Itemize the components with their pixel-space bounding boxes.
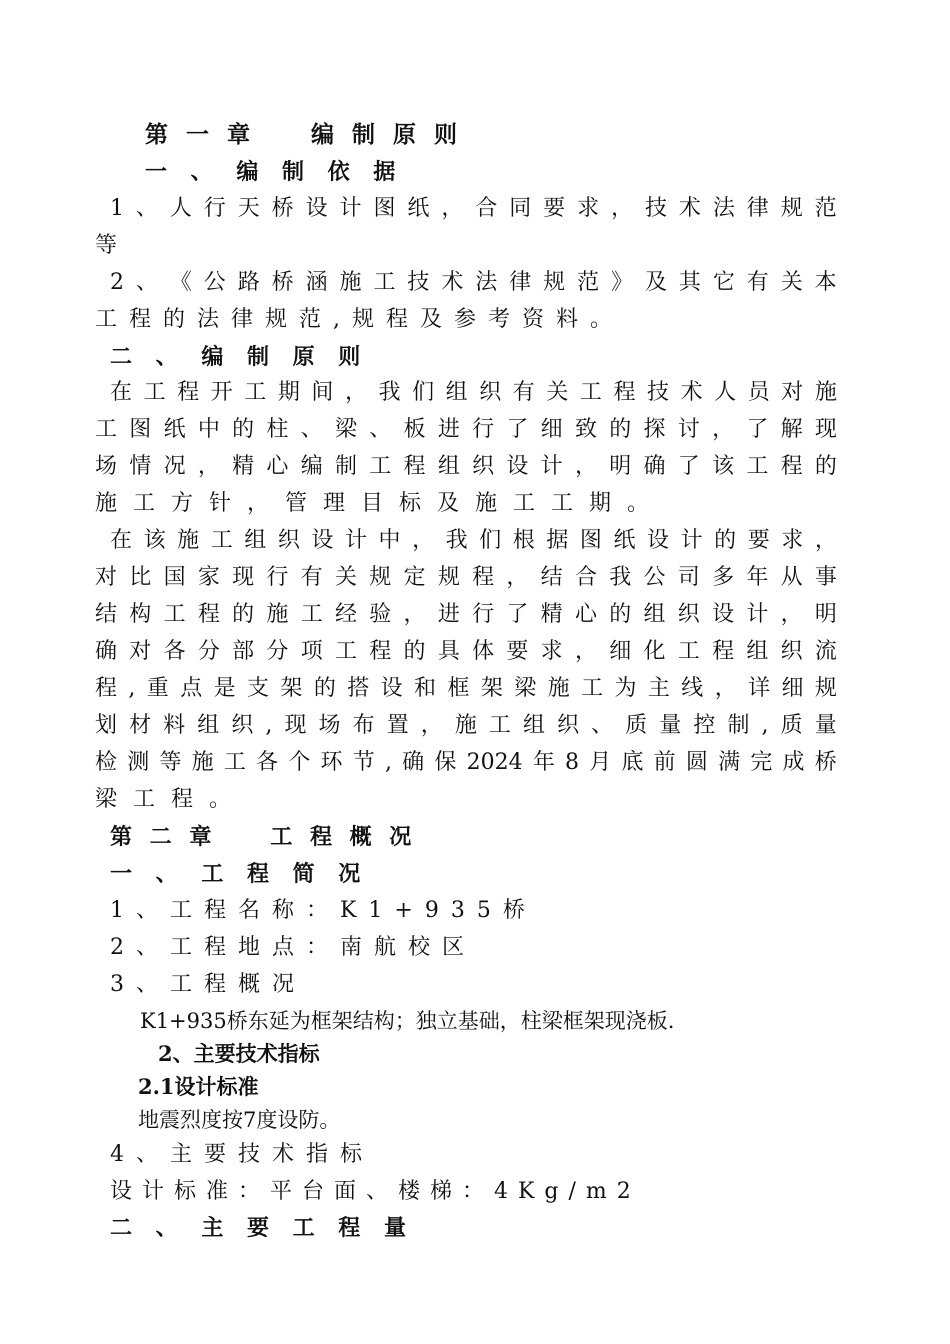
section-2-heading: 二 、 编 制 原 则 xyxy=(110,344,369,370)
para-4-line-2: 对 比 国 家 现 行 有 关 规 定 规 程 ， 结 合 我 公 司 多 年 从 事 xyxy=(95,565,837,590)
para-4-line-4: 确 对 各 分 部 分 项 工 程 的 具 体 要 求 ， 细 化 工 程 组 织 流 xyxy=(95,639,837,664)
para-4-line-8: 梁工程。 xyxy=(95,787,248,812)
section-4-heading: 二 、 主 要 工 程 量 xyxy=(110,1215,414,1241)
para-2-line-1: 2 、 《 公 路 桥 涵 施 工 技 术 法 律 规 范 》 及 其 它 有 关 本 xyxy=(110,270,837,295)
design-standard-line: 设计标准：平台面、楼梯：4Kg/m2 xyxy=(110,1179,641,1204)
para-1-line-1: 1 、 人 行 天 桥 设 计 图 纸 ， 合 同 要 求 ， 技 术 法 律 规 范 xyxy=(110,196,837,221)
para-4-line-1: 在 该 施 工 组 织 设 计 中 ， 我 们 根 据 图 纸 设 计 的 要 求 ， xyxy=(110,528,837,553)
para-4-line-3: 结 构 工 程 的 施 工 经 验 ， 进 行 了 精 心 的 组 织 设 计 ， 明 xyxy=(95,602,837,627)
para-1-line-2: 等 xyxy=(95,233,118,258)
subheading-design-standard: 2.1设计标准 xyxy=(138,1074,259,1099)
item-1-project-name: 1、工程名称：K1+935桥 xyxy=(110,898,537,923)
para-3-line-1: 在 工 程 开 工 期 间 ， 我 们 组 织 有 关 工 程 技 术 人 员 对 施 xyxy=(110,380,837,405)
seismic-intensity-text: 地震烈度按7度设防。 xyxy=(138,1108,341,1132)
item-4-tech-indicators: 4、主要技术指标 xyxy=(110,1142,374,1167)
section-1-heading: 一 、 编 制 依 据 xyxy=(145,159,404,185)
para-3-line-2: 工 图 纸 中 的 柱 、 梁 、 板 进 行 了 细 致 的 探 讨 ， 了 解 现 xyxy=(95,417,837,442)
item-3-project-overview: 3、工程概况 xyxy=(110,972,306,997)
item-2-project-location: 2、工程地点：南航校区 xyxy=(110,935,476,960)
subheading-tech-indicators: 2、主要技术指标 xyxy=(158,1041,320,1066)
chapter-2-heading: 第 二 章 工 程 概 况 xyxy=(110,824,417,850)
para-3-line-3: 场 情 况 ， 精 心 编 制 工 程 组 织 设 计 ， 明 确 了 该 工 程 的 xyxy=(95,454,837,479)
para-2-line-2: 工程的法律规范,规程及参考资料。 xyxy=(95,307,624,332)
para-3-line-4: 施工方针，管理目标及施工工期。 xyxy=(95,491,666,516)
item-3-description: K1+935桥东延为框架结构；独立基础，柱梁框架现浇板. xyxy=(140,1009,675,1033)
para-4-line-7: 检 测 等 施 工 各 个 环 节 , 确 保 2024 年 8 月 底 前 圆 满 完 成 桥 xyxy=(95,750,837,775)
chapter-1-heading: 第 一 章 编 制 原 则 xyxy=(145,121,463,148)
section-3-heading: 一 、 工 程 简 况 xyxy=(110,861,369,887)
para-4-line-5: 程 , 重 点 是 支 架 的 搭 设 和 框 架 梁 施 工 为 主 线 ， 详 细 规 xyxy=(95,676,837,701)
para-4-line-6: 划 材 料 组 织 , 现 场 布 置 ， 施 工 组 织 、 质 量 控 制 , 质 量 xyxy=(95,713,837,738)
